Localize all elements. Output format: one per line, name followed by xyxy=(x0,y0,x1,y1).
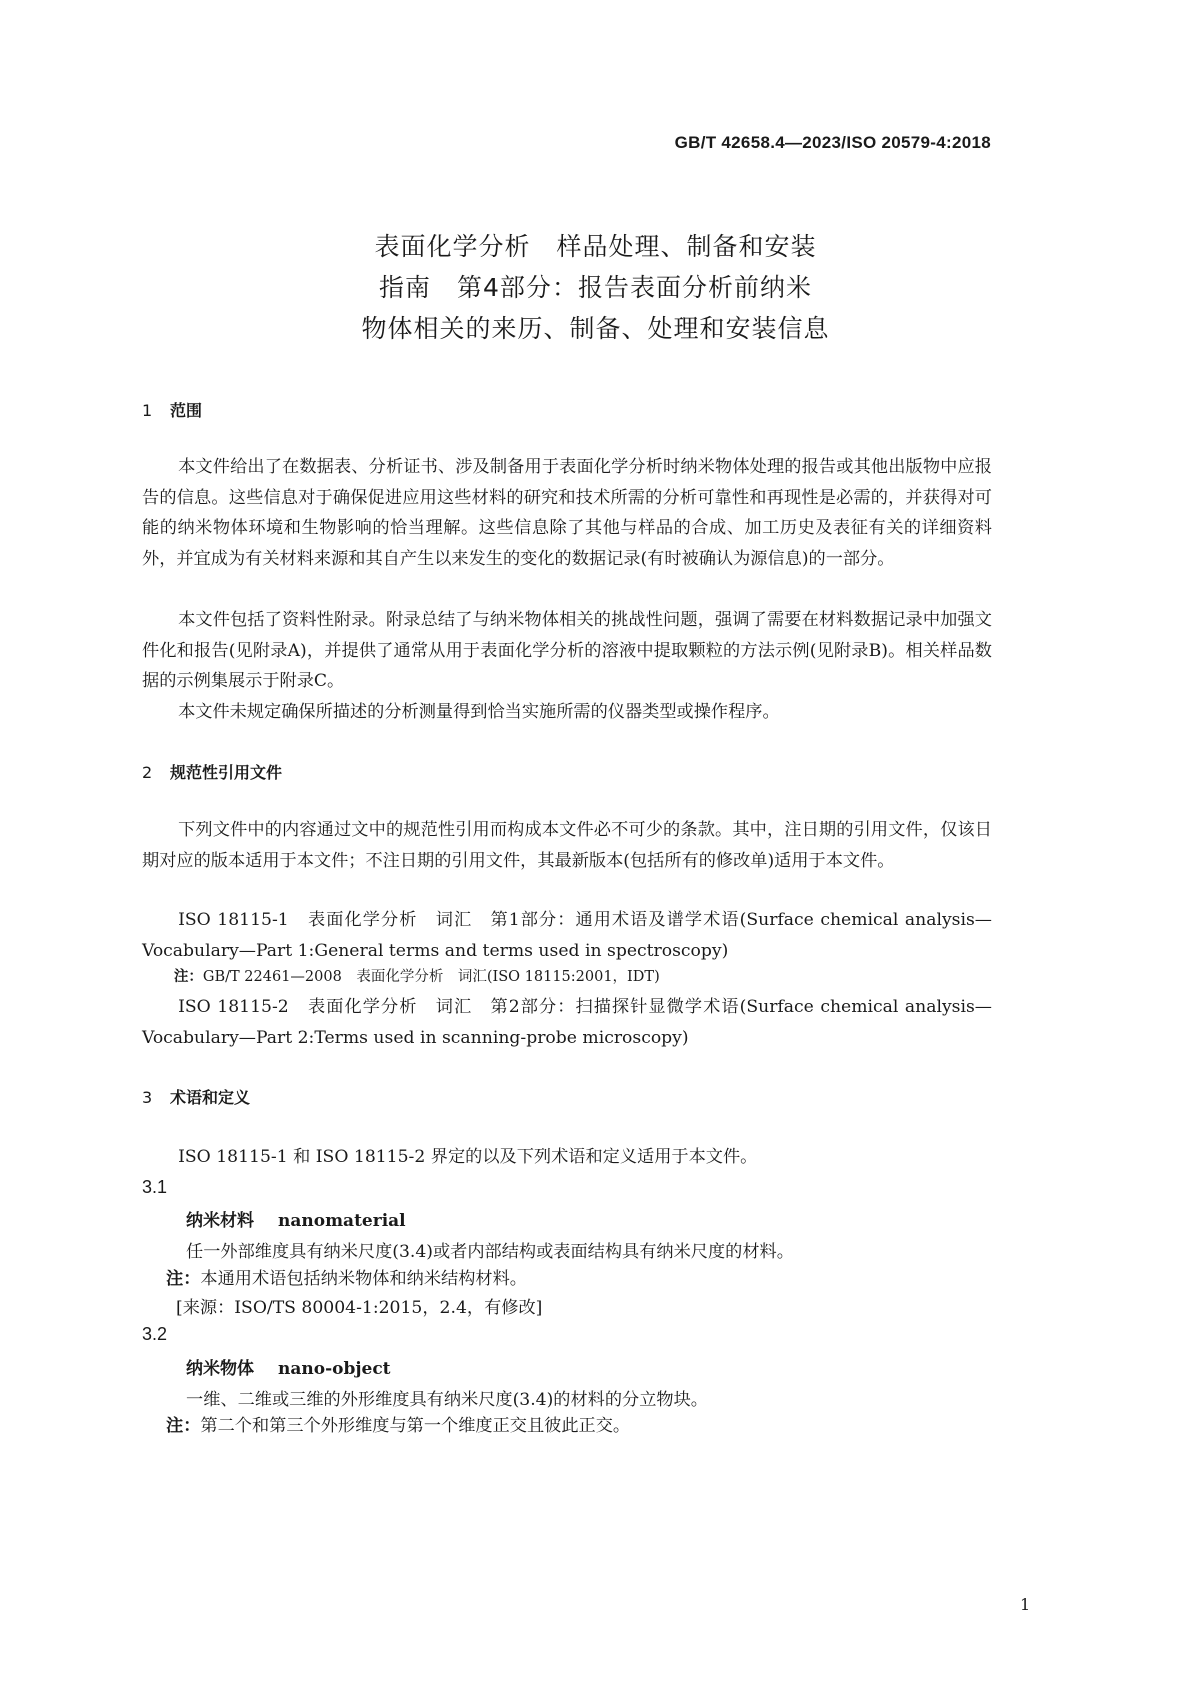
scope-paragraph: 本文件包括了资料性附录。附录总结了与纳米物体相关的挑战性问题，强调了需要在材料数据记录中加强文件化和报告(见附录A)，并提供了通常从用于表面化学分析的溶液中提取颗粒的方法示例(见附录B)。相关样品数据的示例集展示于附录C。 xyxy=(142,610,992,691)
term-en: nano-object xyxy=(278,1359,391,1379)
reference-iso-18115-2: ISO 18115-2 表面化学分析 词汇 第2部分：扫描探针显微学术语(Surface chemical analysis—Vocabulary—Part 2:Terms used in scanning-probe microscopy) xyxy=(142,997,992,1048)
title-line: 指南 第4部分：报告表面分析前纳米 xyxy=(379,273,812,302)
term-definition: 任一外部维度具有纳米尺度(3.4)或者内部结构或表面结构具有纳米尺度的材料。 xyxy=(186,1242,794,1262)
term-en: nanomaterial xyxy=(278,1211,406,1231)
title-line: 表面化学分析 样品处理、制备和安装 xyxy=(374,232,817,261)
reference-note xyxy=(142,965,992,989)
scope-paragraph: 本文件给出了在数据表、分析证书、涉及制备用于表面化学分析时纳米物体处理的报告或其他出版物中应报告的信息。这些信息对于确保促进应用这些材料的研究和技术所需的分析可靠性和再现性是必需的，并获得对可能的纳米物体环境和生物影响的恰当理解。这些信息除了其他与样品的合成、加工历史及表征有关的详细资料外，并宜成为有关材料来源和其自产生以来发生的变化的数据记录(有时被确认为源信息)的一部分。 xyxy=(142,457,992,569)
section-3-heading xyxy=(142,1085,250,1108)
term-note xyxy=(166,1267,527,1291)
section-title: 规范性引用文件 xyxy=(170,763,283,782)
note-text: GB/T 22461—2008 表面化学分析 词汇(ISO 18115:2001，IDT) xyxy=(202,969,660,985)
term-source: [来源：ISO/TS 80004-1:2015，2.4，有修改] xyxy=(176,1298,543,1318)
term-number: 3.2 xyxy=(142,1324,168,1344)
term-heading xyxy=(186,1354,391,1379)
term-zh: 纳米物体 xyxy=(186,1359,254,1379)
term-definition: 一维、二维或三维的外形维度具有纳米尺度(3.4)的材料的分立物块。 xyxy=(186,1390,708,1410)
section-1-heading xyxy=(142,398,202,421)
note-label: 注： xyxy=(166,1416,201,1436)
scope-paragraph: 本文件未规定确保所描述的分析测量得到恰当实施所需的仪器类型或操作程序。 xyxy=(178,702,780,722)
references-intro: 下列文件中的内容通过文中的规范性引用而构成本文件必不可少的条款。其中，注日期的引用文件，仅该日期对应的版本适用于本文件；不注日期的引用文件，其最新版本(包括所有的修改单)适用于本文件。 xyxy=(142,820,992,871)
note-text: 第二个和第三个外形维度与第一个维度正交且彼此正交。 xyxy=(200,1416,631,1436)
section-title: 范围 xyxy=(170,401,203,420)
standard-number-header: GB/T 42658.4—2023/ISO 20579-4:2018 xyxy=(674,133,991,152)
note-label: 注： xyxy=(173,969,203,985)
note-label: 注： xyxy=(166,1269,201,1289)
term-zh: 纳米材料 xyxy=(186,1211,254,1231)
term-note xyxy=(166,1414,630,1438)
term-number: 3.1 xyxy=(142,1177,168,1197)
section-number: 3 xyxy=(142,1088,153,1107)
section-title: 术语和定义 xyxy=(170,1088,251,1107)
term-heading xyxy=(186,1206,406,1231)
page-number: 1 xyxy=(1020,1595,1031,1614)
section-number: 1 xyxy=(142,401,153,420)
title-line: 物体相关的来历、制备、处理和安装信息 xyxy=(361,314,830,343)
section-2-heading xyxy=(142,760,282,783)
reference-iso-18115-1: ISO 18115-1 表面化学分析 词汇 第1部分：通用术语及谱学术语(Surface chemical analysis—Vocabulary—Part 1:General terms and terms used in spectroscopy) xyxy=(142,910,992,961)
terms-intro: ISO 18115-1 和 ISO 18115-2 界定的以及下列术语和定义适用于本文件。 xyxy=(178,1147,758,1167)
document-title xyxy=(0,226,1191,349)
section-number: 2 xyxy=(142,763,153,782)
note-text: 本通用术语包括纳米物体和纳米结构材料。 xyxy=(200,1269,527,1289)
